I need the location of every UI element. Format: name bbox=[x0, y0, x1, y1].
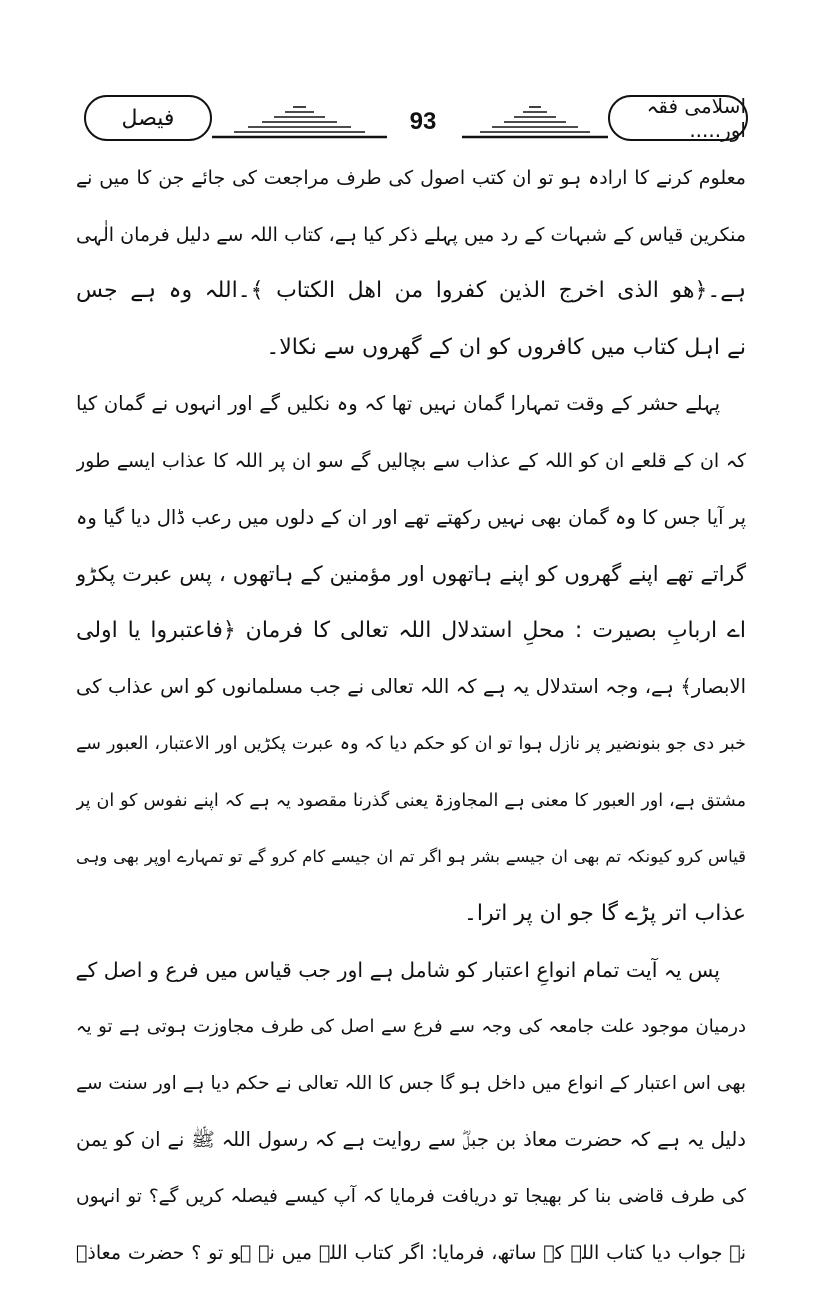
text-line: کی طرف قاضی بنا کر بھیجا تو دریافت فرمایا کہ آپ کیسے فیصلہ کریں گے؟ تو انہوں bbox=[76, 1185, 746, 1207]
text-line: ہے۔﴿هو الذى اخرج الذين كفروا من اهل الكتاب ﴾۔اللہ وہ ہے جس bbox=[76, 278, 746, 304]
page-number: 93 bbox=[409, 108, 437, 135]
ornament-left-icon bbox=[212, 103, 387, 139]
text-line: کہ ان کے قلعے ان کو اللہ کے عذاب سے بچالیں گے سو ان پر اللہ کا عذاب ایسے طور bbox=[76, 449, 746, 472]
text-line: درمیان موجود علت جامعہ کی وجہ سے فرع سے اصل کی طرف مجاوزت ہوتی ہے تو یہ bbox=[76, 1015, 746, 1037]
text-line: نے جواب دیا کتاب اللہ کے ساتھ، فرمایا: اگر کتاب اللہ میں نہ ہو تو ؟ حضرت معاذؓ bbox=[76, 1242, 746, 1265]
text-line: گراتے تھے اپنے گھروں کو اپنے ہاتھوں اور مؤمنین کے ہاتھوں ، پس عبرت پکڑو bbox=[76, 562, 746, 587]
text-line: قیاس کرو کیونکہ تم بھی ان جیسے بشر ہو اگر تم ان جیسے کام کرو گے تو تمہارے اوپر بھی وہی bbox=[76, 847, 746, 867]
book-title-badge bbox=[608, 95, 748, 141]
text-line: پس یہ آیت تمام انواعِ اعتبار کو شامل ہے اور جب قیاس میں فرع و اصل کے bbox=[76, 958, 720, 983]
text-line: نے اہل کتاب میں کافروں کو ان کے گھروں سے نکالا۔ bbox=[266, 334, 746, 360]
text-line: معلوم کرنے کا ارادہ ہو تو ان کتب اصول کی طرف مراجعت کی جائے جن کا میں نے bbox=[76, 167, 746, 189]
text-line: منکرین قیاس کے شبہات کے رد میں پہلے ذکر کیا ہے، کتاب اللہ سے دلیل فرمان الٰہی bbox=[76, 223, 746, 246]
ornament-right-icon bbox=[462, 103, 608, 139]
text-line: پہلے حشر کے وقت تمہارا گمان نہیں تھا کہ وہ نکلیں گے اور انہوں نے گمان کیا bbox=[76, 392, 720, 416]
text-line: پر آیا جس کا وہ گمان بھی نہیں رکھتے تھے اور ان کے دلوں میں رعب ڈال دیا گیا وہ bbox=[76, 505, 746, 529]
text-line: الابصار﴾ ہے، وجہ استدلال یہ ہے کہ اللہ تعالی نے جب مسلمانوں کو اس عذاب کی bbox=[76, 675, 746, 699]
text-line: بھی اس اعتبار کے انواع میں داخل ہو گا جس کا اللہ تعالی نے حکم دیا ہے اور سنت سے bbox=[76, 1072, 746, 1094]
text-line: خبر دی جو بنونضیر پر نازل ہوا تو ان کو حکم دیا کہ وہ عبرت پکڑیں اور الاعتبار، العبور سے bbox=[76, 733, 746, 754]
chapter-badge bbox=[84, 95, 212, 141]
chapter-badge-text: فیصل bbox=[121, 105, 175, 131]
text-line: دلیل یہ ہے کہ حضرت معاذ بن جبلؓ سے روایت ہے کہ رسول اللہ ﷺ نے ان کو یمن bbox=[76, 1128, 746, 1152]
page-body bbox=[76, 150, 746, 1282]
text-line: اے اربابِ بصیرت : محلِ استدلال اللہ تعالی کا فرمان ﴿فاعتبروا يا اولى bbox=[76, 617, 746, 643]
book-title-text: اسلامی فقہ اور..... bbox=[646, 94, 746, 142]
page-header bbox=[0, 0, 825, 150]
text-line: مشتق ہے، اور العبور کا معنی ہے المجاوزۃ یعنی گذرنا مقصود یہ ہے کہ اپنے نفوس کو ان پر bbox=[76, 790, 746, 811]
text-line: عذاب اتر پڑے گا جو ان پر اترا۔ bbox=[463, 900, 746, 926]
